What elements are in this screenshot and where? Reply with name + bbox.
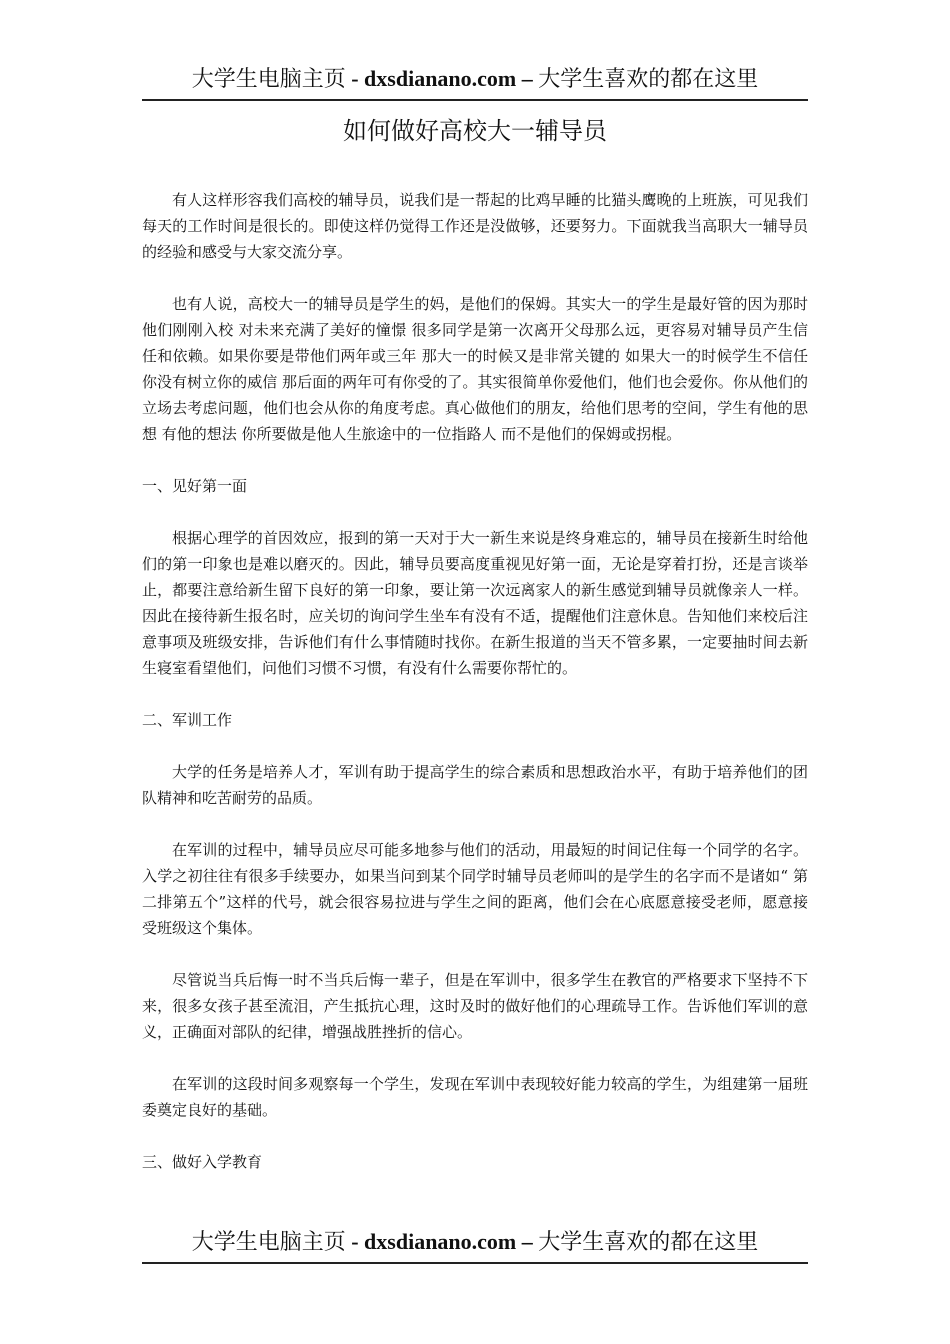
body-paragraph: 在军训的过程中，辅导员应尽可能多地参与他们的活动，用最短的时间记住每一个同学的名字。入学之初往往有很多手续要办，如果当问到某个同学时辅导员老师叫的是学生的名字而不是诸如“ 第二排第五个”这样的代号，就会很容易拉进与学生之间的距离，他们会在心底愿意接受老师，愿意接受班级这个集体。: [142, 841, 808, 937]
body-paragraph: 根据心理学的首因效应，报到的第一天对于大一新生来说是终身难忘的，辅导员在接新生时给他们的第一印象也是难以磨灭的。因此，辅导员要高度重视见好第一面，无论是穿着打扮，还是言谈举止，都要注意给新生留下良好的第一印象，要让第一次远离家人的新生感觉到辅导员就像亲人一样。因此在接待新生报名时，应关切的询问学生坐车有没有不适，提醒他们注意休息。告知他们来校后注意事项及班级安排，告诉他们有什么事情随时找你。在新生报道的当天不管多累，一定要抽时间去新生寝室看望他们，问他们习惯不习惯，有没有什么需要你帮忙的。: [142, 529, 808, 677]
footer-slogan: 大学生喜欢的都在这里: [538, 1230, 759, 1255]
page-footer: [142, 1227, 808, 1258]
header-site-name: 大学生电脑主页: [191, 67, 346, 92]
footer-site-url: dxsdianano.com: [364, 1229, 517, 1254]
page-header: [142, 64, 808, 95]
section-heading: 一、见好第一面: [142, 477, 248, 495]
body-paragraph: 也有人说，高校大一的辅导员是学生的妈，是他们的保姆。其实大一的学生是最好管的因为那时他们刚刚入校 对未来充满了美好的憧憬 很多同学是第一次离开父母那么远，更容易对辅导员产生信任和依赖。如果你要是带他们两年或三年 那大一的时候又是非常关键的 如果大一的时候学生不信任你没有树立你的威信 那后面的两年可有你受的了。其实很简单你爱他们，他们也会爱你。你从他们的立场去考虑问题，他们也会从你的角度考虑。真心做他们的朋友，给他们思考的空间，学生有他的思想 有他的想法 你所要做是他人生旅途中的一位指路人 而不是他们的保姆或拐棍。: [142, 295, 808, 443]
header-site-url: dxsdianano.com: [364, 66, 517, 91]
footer-site-name: 大学生电脑主页: [191, 1230, 346, 1255]
header-slogan: 大学生喜欢的都在这里: [538, 67, 759, 92]
document-body: [142, 187, 808, 1201]
footer-divider: [142, 1262, 808, 1264]
footer-separator: -: [345, 1229, 365, 1254]
body-paragraph: 尽管说当兵后悔一时不当兵后悔一辈子，但是在军训中，很多学生在教官的严格要求下坚持不下来，很多女孩子甚至流泪，产生抵抗心理，这时及时的做好他们的心理疏导工作。告诉他们军训的意义，正确面对部队的纪律，增强战胜挫折的信心。: [142, 971, 808, 1041]
section-heading: 三、做好入学教育: [142, 1153, 263, 1171]
header-separator: -: [345, 66, 365, 91]
section-heading: 二、军训工作: [142, 711, 233, 729]
document-title: 如何做好高校大一辅导员: [343, 117, 607, 145]
body-paragraph: 大学的任务是培养人才，军训有助于提高学生的综合素质和思想政治水平，有助于培养他们的团队精神和吃苦耐劳的品质。: [142, 763, 808, 807]
header-separator-dash: –: [516, 66, 539, 91]
body-paragraph: 在军训的这段时间多观察每一个学生，发现在军训中表现较好能力较高的学生，为组建第一届班委奠定良好的基础。: [142, 1075, 808, 1119]
header-divider: [142, 99, 808, 101]
footer-separator-dash: –: [516, 1229, 539, 1254]
body-paragraph: 有人这样形容我们高校的辅导员，说我们是一帮起的比鸡早睡的比猫头鹰晚的上班族，可见我们每天的工作时间是很长的。即使这样仍觉得工作还是没做够，还要努力。下面就我当高职大一辅导员的经验和感受与大家交流分享。: [142, 191, 808, 261]
